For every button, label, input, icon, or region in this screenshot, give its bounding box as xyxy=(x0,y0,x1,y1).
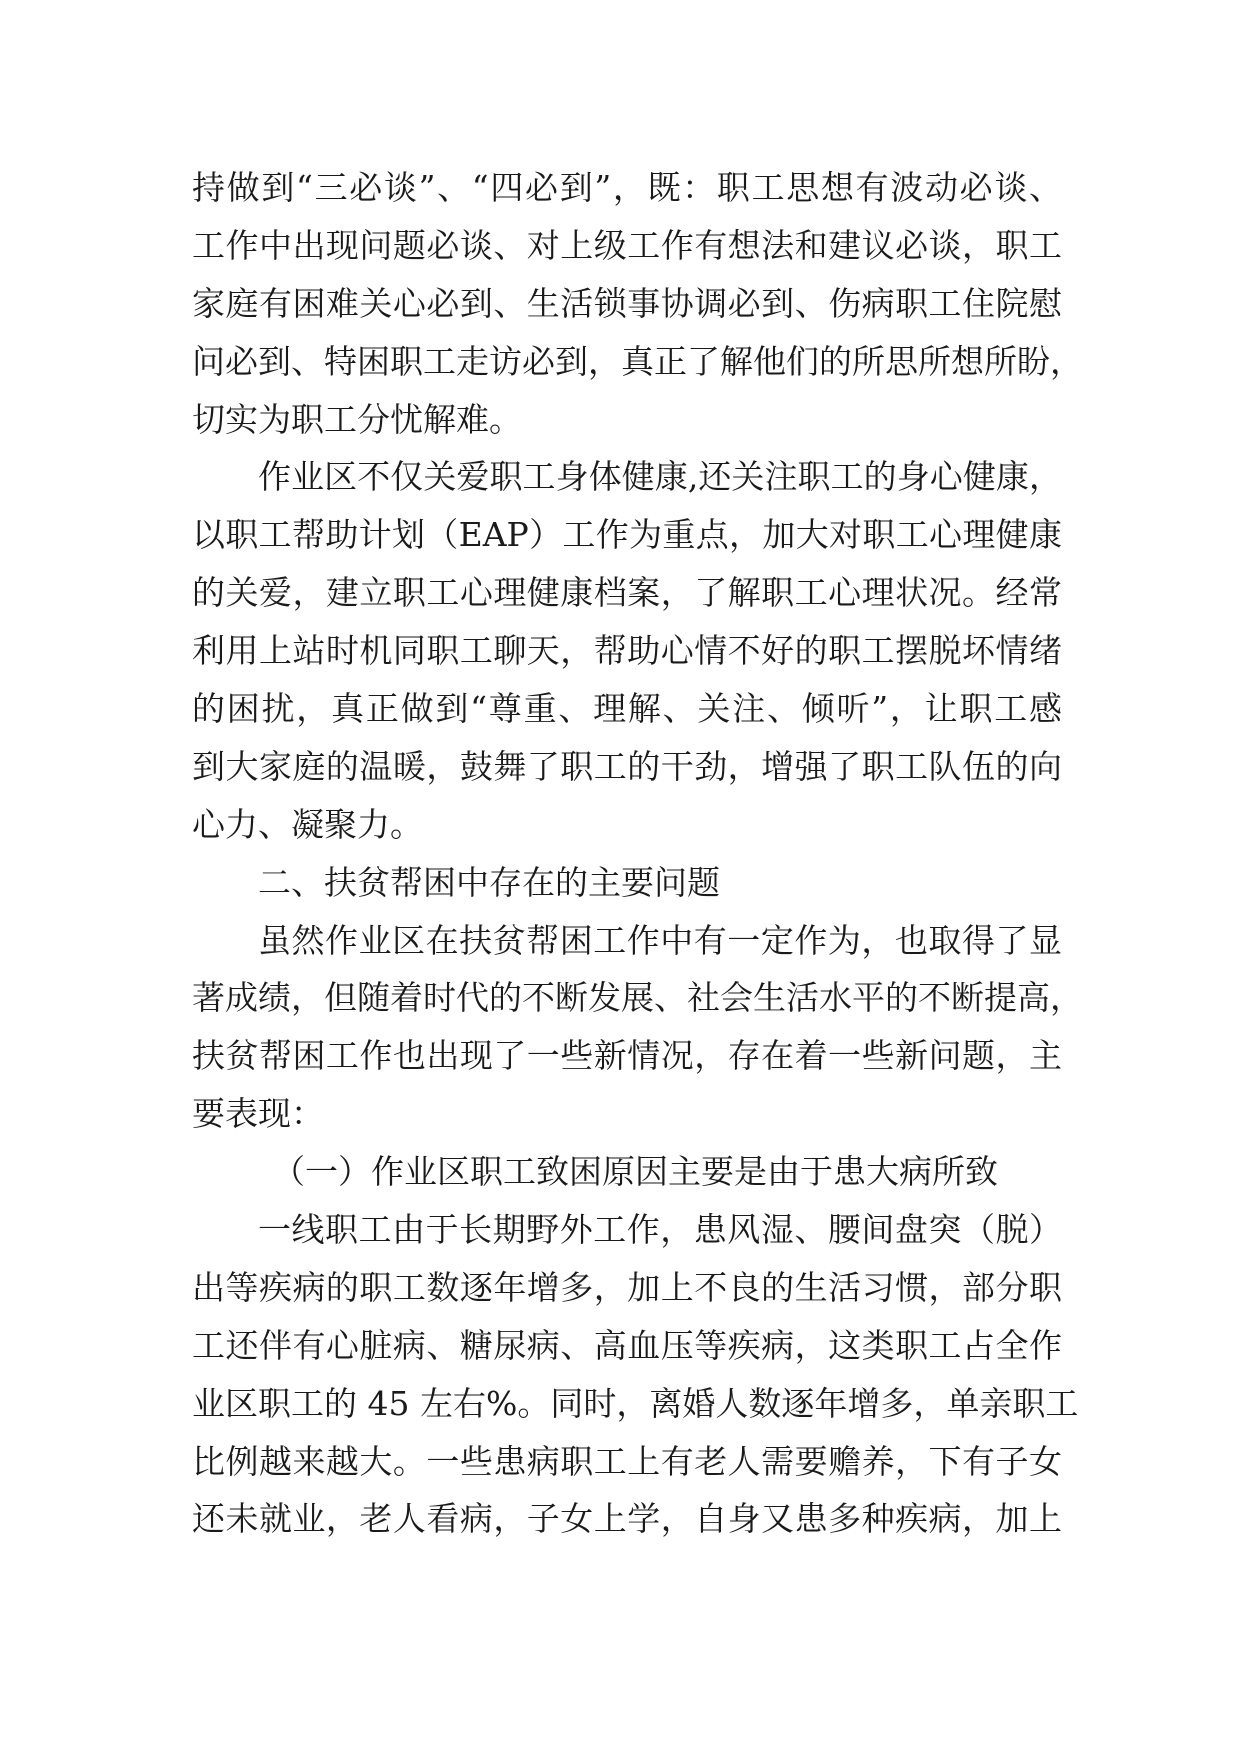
text-line: 问必到、特困职工走访必到，真正了解他们的所思所想所盼， xyxy=(192,341,1083,381)
text-line: 以职工帮助计划（EAP）工作为重点，加大对职工心理健康 xyxy=(192,515,1062,555)
text-line: 业区职工的 45 左右%。同时，离婚人数逐年增多，单亲职工 xyxy=(192,1383,1079,1423)
text-line: 扶贫帮困工作也出现了一些新情况，存在着一些新问题，主 xyxy=(192,1036,1062,1076)
text-line: 比例越来越大。一些患病职工上有老人需要赡养，下有子女 xyxy=(192,1441,1062,1481)
text-line: 出等疾病的职工数逐年增多，加上不良的生活习惯，部分职 xyxy=(192,1267,1062,1307)
text-line: 切实为职工分忧解难。 xyxy=(192,399,522,439)
text-line: 还未就业，老人看病，子女上学，自身又患多种疾病，加上 xyxy=(192,1499,1062,1539)
body-text xyxy=(192,159,1083,1548)
text-line: 心力、凝聚力。 xyxy=(192,804,423,844)
text-line: 二、扶贫帮困中存在的主要问题 xyxy=(258,862,720,902)
text-line: 要表现： xyxy=(192,1094,324,1134)
text-line: 到大家庭的温暖，鼓舞了职工的干劲，增强了职工队伍的向 xyxy=(192,746,1062,786)
text-line: 一线职工由于长期野外工作，患风湿、腰间盘突（脱） xyxy=(258,1210,1062,1250)
text-line: 的关爱，建立职工心理健康档案，了解职工心理状况。经常 xyxy=(192,573,1062,613)
text-line: （一）作业区职工致困原因主要是由于患大病所致 xyxy=(272,1152,998,1192)
text-line: 的困扰，真正做到“尊重、理解、关注、倾听”，让职工感 xyxy=(192,689,1062,729)
text-line: 著成绩，但随着时代的不断发展、社会生活水平的不断提高， xyxy=(192,978,1083,1018)
text-line: 作业区不仅关爱职工身体健康,还关注职工的身心健康， xyxy=(258,457,1062,497)
text-line: 持做到“三必谈”、“四必到”，既：职工思想有波动必谈、 xyxy=(192,168,1062,207)
text-line: 利用上站时机同职工聊天，帮助心情不好的职工摆脱坏情绪 xyxy=(192,631,1062,671)
text-line: 工还伴有心脏病、糖尿病、高血压等疾病，这类职工占全作 xyxy=(192,1325,1062,1365)
text-line: 家庭有困难关心必到、生活锁事协调必到、伤病职工住院慰 xyxy=(192,283,1062,323)
text-line: 工作中出现问题必谈、对上级工作有想法和建议必谈，职工 xyxy=(192,225,1062,265)
text-line: 虽然作业区在扶贫帮困工作中有一定作为，也取得了显 xyxy=(258,920,1062,960)
